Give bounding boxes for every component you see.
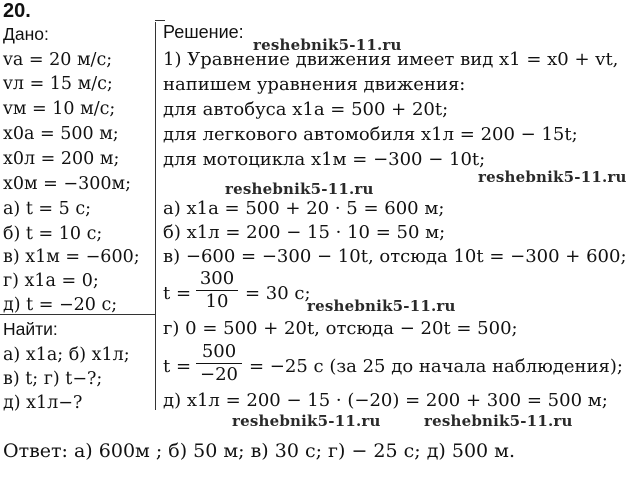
given-line: в) x1м = −600; bbox=[3, 247, 140, 267]
find-line: в) t; г) t−?; bbox=[3, 369, 103, 389]
answer-line: Ответ: а) 600м ; б) 50 м; в) 30 с; г) − 25 с; д) 500 м. bbox=[3, 440, 515, 462]
given-line: x0а = 500 м; bbox=[3, 124, 119, 144]
fraction-lhs: t = bbox=[163, 283, 192, 304]
solution-title: Решение: bbox=[163, 22, 244, 42]
watermark: reshebnik5-11.ru bbox=[478, 168, 627, 186]
solution-line: напишем уравнения движения: bbox=[163, 74, 466, 95]
given-line: д) t = −20 с; bbox=[3, 295, 118, 315]
fraction-denominator: −20 bbox=[200, 364, 238, 385]
solution-line: 1) Уравнение движения имеет вид x1 = x0 + vt, bbox=[163, 49, 619, 70]
find-line: а) x1а; б) x1л; bbox=[3, 345, 130, 365]
solution-line: в) −600 = −300 − 10t, отсюда 10t = −300 + 600; bbox=[163, 246, 627, 267]
fraction bbox=[196, 268, 238, 313]
given-line: vм = 10 м/с; bbox=[3, 99, 116, 119]
solution-line: = 30 с; bbox=[245, 283, 311, 304]
given-line: г) x1а = 0; bbox=[3, 271, 99, 291]
given-line: x0л = 200 м; bbox=[3, 149, 120, 169]
given-line: а) t = 5 с; bbox=[3, 199, 92, 219]
given-line: vа = 20 м/с; bbox=[3, 50, 113, 70]
given-line: б) t = 10 с; bbox=[3, 224, 103, 244]
column-divider bbox=[155, 22, 156, 410]
given-title: Дано: bbox=[3, 24, 49, 44]
watermark: reshebnik5-11.ru bbox=[424, 412, 573, 430]
fraction-denominator: 10 bbox=[205, 291, 229, 312]
fraction bbox=[196, 341, 242, 386]
watermark: reshebnik5-11.ru bbox=[225, 180, 374, 198]
solution-line: для автобуса x1а = 500 + 20t; bbox=[163, 99, 449, 120]
solution-line: д) x1л = 200 − 15 · (−20) = 200 + 300 = 500 м; bbox=[163, 390, 608, 411]
find-line: д) x1л−? bbox=[3, 393, 83, 413]
fraction-lhs: t = bbox=[163, 356, 192, 377]
task-number: 20. bbox=[3, 0, 31, 22]
given-line: vл = 15 м/с; bbox=[3, 74, 113, 94]
solution-line: б) x1л = 200 − 15 · 10 = 50 м; bbox=[163, 222, 446, 243]
solution-line: = −25 с (за 25 до начала наблюдения); bbox=[249, 356, 623, 377]
find-title: Найти: bbox=[3, 319, 58, 339]
watermark: reshebnik5-11.ru bbox=[307, 297, 456, 315]
fraction-numerator: 500 bbox=[196, 341, 242, 364]
solution-line: для легкового автомобиля x1л = 200 − 15t; bbox=[163, 124, 578, 145]
watermark: reshebnik5-11.ru bbox=[232, 412, 381, 430]
fraction-numerator: 300 bbox=[196, 268, 238, 291]
watermark: reshebnik5-11.ru bbox=[253, 36, 402, 54]
given-line: x0м = −300м; bbox=[3, 174, 131, 194]
solution-line: а) x1а = 500 + 20 · 5 = 600 м; bbox=[163, 198, 445, 219]
solution-line: г) 0 = 500 + 20t, отсюда − 20t = 500; bbox=[163, 318, 518, 339]
solution-line: для мотоцикла x1м = −300 − 10t; bbox=[163, 149, 486, 170]
